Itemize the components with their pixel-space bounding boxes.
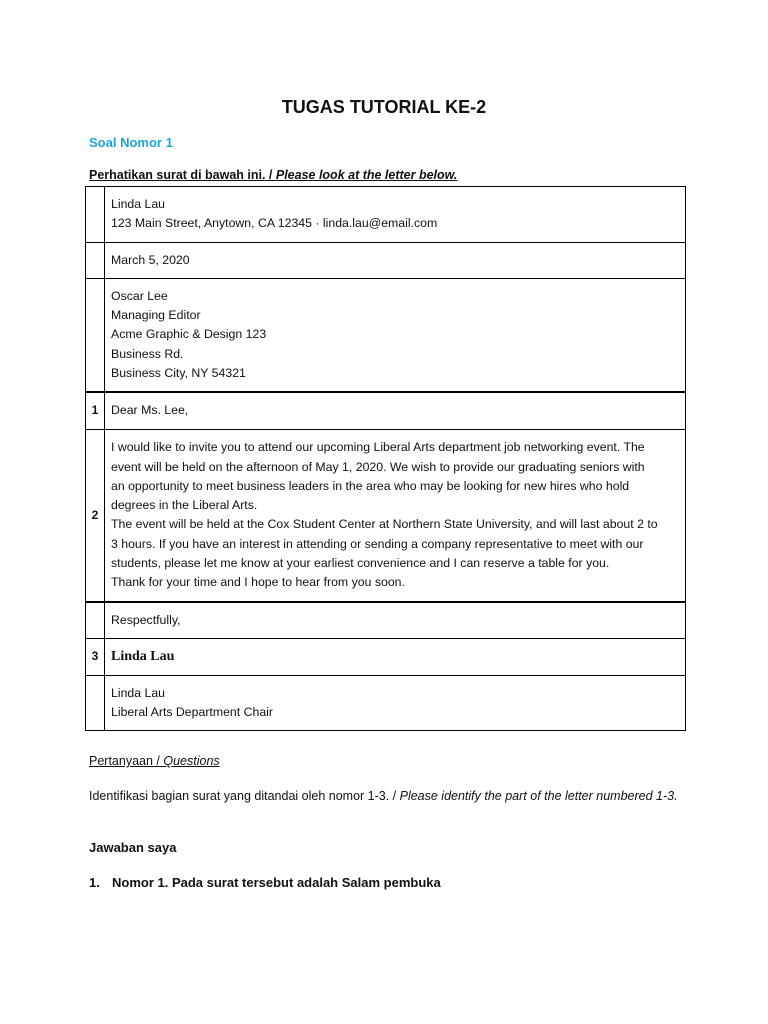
recipient-block (105, 278, 686, 392)
body-line: The event will be held at the Cox Student Center at Northern State University, and will last about 2 to (111, 517, 658, 532)
row-number: 2 (86, 429, 105, 602)
instruction-text-english: Please look at the letter below. (275, 168, 458, 182)
letter-row-date (86, 242, 686, 278)
instruction (89, 168, 457, 182)
answer-text: Nomor 1. Pada surat tersebut adalah Salam pembuka (112, 875, 441, 890)
body-line: 3 hours. If you have an interest in attending or sending a company representative to meet with our (111, 536, 644, 551)
body-line: Thank for your time and I hope to hear from you soon. (111, 575, 405, 590)
letter-body (105, 429, 686, 602)
sender-name: Linda Lau (111, 197, 166, 211)
question-text-english: Please identify the part of the letter numbered 1-3. (399, 789, 678, 803)
question-text (89, 786, 679, 806)
letter-row-signer (86, 675, 686, 731)
section-label: Soal Nomor 1 (89, 135, 173, 150)
signature: Linda Lau (105, 639, 686, 675)
question-text-id: Identifikasi bagian surat yang ditandai oleh nomor 1-3. / (89, 789, 400, 803)
body-line: I would like to invite you to attend our upcoming Liberal Arts department job networking event. The (111, 440, 645, 455)
questions-heading-english: Questions (163, 754, 220, 768)
questions-heading (89, 754, 220, 768)
questions-heading-text: Pertanyaan / (89, 754, 164, 768)
letter-row-sender (86, 187, 686, 243)
body-line: degrees in the Liberal Arts. (111, 498, 258, 513)
salutation: Dear Ms. Lee, (105, 392, 686, 429)
letter-row-2 (86, 429, 686, 602)
row-number: 3 (86, 639, 105, 675)
body-line: students, please let me know at your earliest convenience and I can reserve a table for you. (111, 556, 610, 571)
letter-date: March 5, 2020 (105, 242, 686, 278)
recipient-line: Oscar Lee (111, 288, 168, 303)
body-line: event will be held on the afternoon of May 1, 2020. We wish to provide our graduating seniors with (111, 459, 645, 474)
row-number: 1 (86, 392, 105, 429)
sender-address: 123 Main Street, Anytown, CA 12345 · linda.lau@email.com (111, 216, 438, 231)
body-line: an opportunity to meet business leaders in the area who may be looking for new hires who hold (111, 478, 630, 493)
letter-row-closing (86, 602, 686, 639)
letter-table (85, 186, 686, 731)
signer-name: Linda Lau (111, 685, 166, 700)
letter-row-1 (86, 392, 686, 429)
instruction-text: Perhatikan surat di bawah ini. / (89, 168, 276, 182)
answer-heading: Jawaban saya (89, 840, 177, 855)
signer-title: Liberal Arts Department Chair (111, 705, 273, 720)
recipient-line: Business Rd. (111, 346, 184, 361)
document-title: TUGAS TUTORIAL KE-2 (281, 97, 487, 117)
recipient-line: Acme Graphic & Design 123 (111, 327, 267, 342)
letter-row-3 (86, 639, 686, 675)
closing: Respectfully, (105, 602, 686, 639)
answer-number: 1. (89, 875, 100, 890)
answer-item (89, 875, 441, 890)
recipient-line: Managing Editor (111, 308, 201, 323)
recipient-line: Business City, NY 54321 (111, 366, 246, 381)
letter-row-recipient (86, 278, 686, 392)
